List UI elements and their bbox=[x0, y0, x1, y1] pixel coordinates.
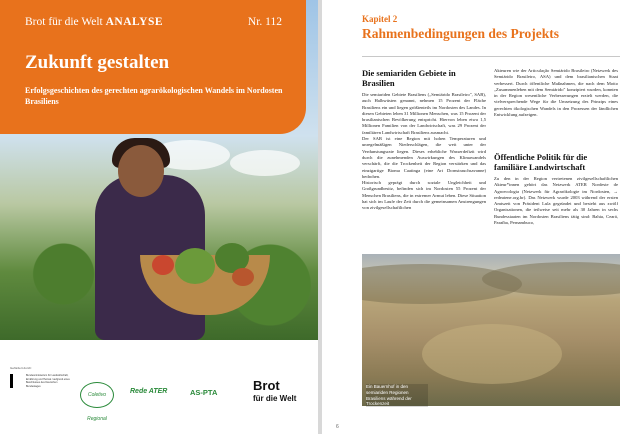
brand-logo: Brot bbox=[253, 378, 280, 393]
issue-number: Nr. 112 bbox=[247, 16, 282, 28]
cloud bbox=[230, 150, 300, 176]
sweet-potato bbox=[232, 268, 254, 286]
chapter-number: Kapitel 2 bbox=[362, 14, 398, 24]
section-heading: Die semiariden Gebiete in Brasilien bbox=[362, 68, 456, 88]
photo-caption: Ein Bauernhof in den semiariden Regionen Brasiliens während der Trockenzeit bbox=[366, 384, 428, 407]
body-text: Die semiariden Gebiete Brasiliens („Semiárido Brasileiro", SAB), auch Halbwüsten genannt, nehmen 15 Prozent der Fläche Brasiliens ein und liegen größtenteils im Nordosten des Landes. In diesen Gebieten leben 31 Millionen Menschen, was 15 Prozent der brasilianischen Bevölkerung entspricht. Hiervon leben etwa 1,5 Millionen Familien von der Landwirtschaft, was 29 Prozent der familiären Landwirtschaft Brasiliens ausmacht. Der SAB ist eine Region mit hohen Temperaturen und unregelmäßigen Niederschlägen, die weit unter der Verdunstungsrate liegen. Dieses erhebliche Wasserdefizit wird durch die zunehmenden Auswirkungen des Klimawandels verschärft, die die Trockenheit der Region verstärken und das einzigartige Bioma Caatinga (eine Art Dornstrauchsavanne) bedrohen. Historisch geprägt durch soziale Ungleichheit und Großgrundbesitz, befinden sich im Nordosten 55 Prozent der Menschen Brasiliens, die in extremer Armut leben. Diese Situation hat sich im Laufe der Zeit durch die gemeinsamen Anstrengungen von zivilgesellschaftlichen bbox=[362, 92, 486, 211]
farmer-face bbox=[118, 145, 164, 197]
funder-text: Bundesministerium für Landwirtschaft, Ernährung und Heimat / aufgrund eines Beschlusses des Deutschen Bundestages bbox=[26, 374, 70, 388]
body-text: Akteuren wie der Articulação Semiárido Brasileiro (Netzwerk des Semiárido Brasileiro, ASA) und dem brasilianischen Staat verbessert. Durch öffentliche Maßnahmen, die nach dem Motto „Zusammenleben mit dem Semiárido" konzipiert wurden, konnten in der Region wesentliche Verbesserungen erzielt werden, die vielversprechende Wege für die Umsetzung des Prinzips eines gerechten ökologischen Wandels in den Prozessen der ländlichen Entwicklung aufzeigen. bbox=[494, 68, 618, 118]
partner-logo: Coletivo Regional bbox=[80, 382, 114, 408]
divider bbox=[362, 56, 620, 57]
cover-header bbox=[0, 0, 306, 134]
partner-logo: Rede ATER bbox=[130, 388, 168, 395]
sweet-potato bbox=[152, 255, 174, 275]
funded-by-label: Gefördert durch: bbox=[10, 366, 32, 370]
cover-title: Zukunft gestalten bbox=[25, 52, 170, 73]
section-heading: Öffentliche Politik für die familiäre Landwirtschaft bbox=[494, 152, 588, 172]
partner-logo: AS-PTA bbox=[190, 388, 218, 397]
body-text: Zu den in der Region vertretenen zivilgesellschaftlichen Akteur*innen gehört das Netzwerk ATER Nordeste de Agroecologia (Netzwerk für Agrarökologie im Nordosten, → redeatene.org.br). Das Netzwerk wurde 2003 während der ersten Amtszeit von Präsident Lula gegründet und besteht aus zwölf Organisationen, die teilweise seit mehr als 30 Jahren in sechs Bundesstaaten im Nordosten Brasiliens tätig sind: Bahia, Ceará, Paraíba, Pernambuco, bbox=[494, 176, 618, 226]
chapter-title: Rahmenbedingungen des Projekts bbox=[362, 26, 560, 41]
brand-logo-sub: für die Welt bbox=[253, 394, 297, 403]
federal-eagle-icon bbox=[10, 374, 27, 388]
series-label: Brot für die Welt ANALYSE bbox=[25, 16, 164, 28]
field bbox=[422, 324, 562, 384]
cover-subtitle: Erfolgsgeschichten des gerechten agrarökologischen Wandels im Nordosten Brasiliens bbox=[25, 86, 283, 106]
page-number: 6 bbox=[336, 424, 339, 430]
melon bbox=[175, 248, 215, 284]
cover-page bbox=[0, 0, 318, 434]
